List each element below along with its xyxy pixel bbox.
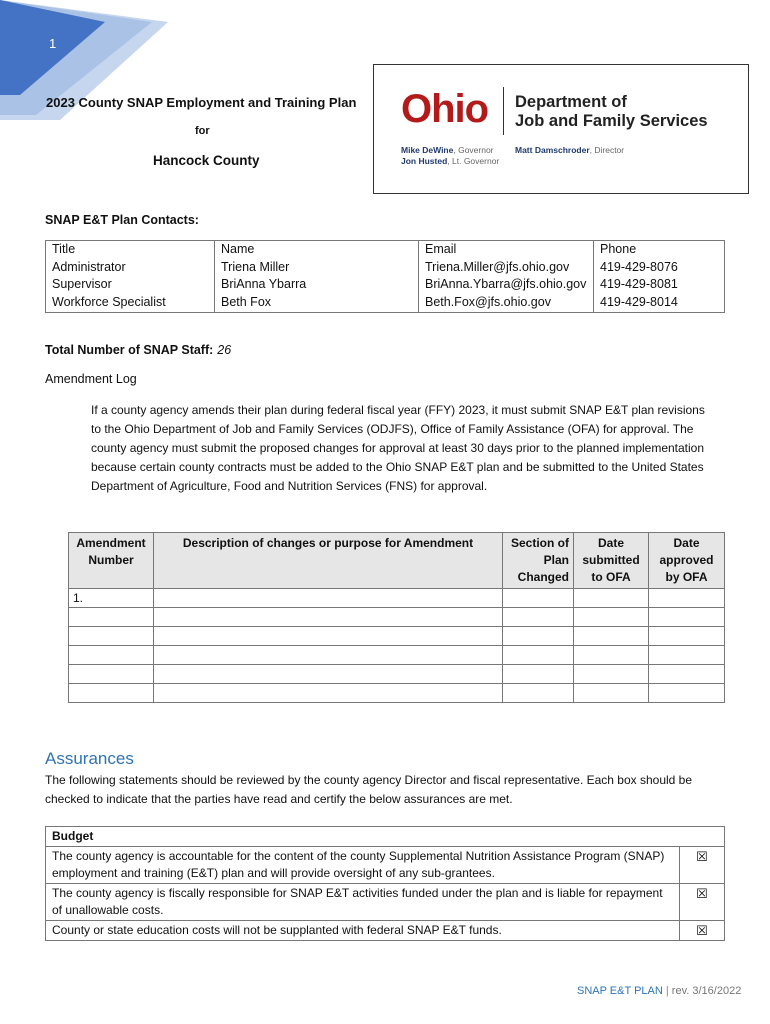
assurance-text: County or state education costs will not be supplanted with federal SNAP E&T funds. (46, 921, 680, 941)
amendment-section-cell[interactable] (503, 608, 574, 627)
contact-phone: 419-429-8081 (594, 277, 725, 295)
amendment-section-cell[interactable] (503, 627, 574, 646)
amendment-approved-cell[interactable] (649, 684, 725, 703)
amendment-table (68, 532, 725, 703)
amendment-section-cell[interactable] (503, 665, 574, 684)
table-row (46, 277, 725, 295)
county-name: Hancock County (153, 153, 260, 168)
amendment-number-cell[interactable]: 1. (69, 589, 154, 608)
amendment-approved-cell[interactable] (649, 608, 725, 627)
amendment-approved-cell[interactable] (649, 665, 725, 684)
table-row (46, 260, 725, 278)
budget-section-label: Budget (46, 827, 725, 847)
amendment-number-cell[interactable] (69, 646, 154, 665)
contact-name: Triena Miller (215, 260, 419, 278)
dept-line2: Job and Family Services (515, 112, 708, 130)
department-name (515, 93, 708, 131)
contacts-table (45, 240, 725, 313)
amendment-number-cell[interactable] (69, 665, 154, 684)
contact-name: Beth Fox (215, 295, 419, 313)
governor-name: Mike DeWine (401, 145, 454, 155)
director-name: Matt Damschroder (515, 145, 590, 155)
table-row (69, 665, 725, 684)
contact-title: Supervisor (46, 277, 215, 295)
contact-phone: 419-429-8014 (594, 295, 725, 313)
assurances-heading: Assurances (45, 749, 134, 768)
staff-count (45, 343, 231, 357)
amendment-submitted-cell[interactable] (574, 608, 649, 627)
table-row (46, 921, 725, 941)
contact-email: Triena.Miller@jfs.ohio.gov (419, 260, 594, 278)
contact-name: BriAnna Ybarra (215, 277, 419, 295)
ohio-logo-word: Ohio (401, 87, 489, 131)
contact-title: Administrator (46, 260, 215, 278)
budget-header-row (46, 827, 725, 847)
amendment-number-cell[interactable] (69, 608, 154, 627)
amendment-header-submitted: Date submitted to OFA (574, 533, 649, 589)
logo-divider (503, 87, 504, 135)
amendment-header-row (69, 533, 725, 589)
footer-revision: rev. 3/16/2022 (671, 985, 742, 997)
table-row (46, 847, 725, 884)
table-row (69, 684, 725, 703)
lt-governor-title: , Lt. Governor (447, 156, 500, 166)
amendment-description-cell[interactable] (154, 608, 503, 627)
for-label: for (195, 125, 210, 137)
amendment-approved-cell[interactable] (649, 627, 725, 646)
amendment-log-heading: Amendment Log (45, 372, 137, 386)
corner-decoration (0, 0, 200, 140)
table-row (46, 884, 725, 921)
odjfs-logo (373, 64, 749, 194)
amendment-section-cell[interactable] (503, 589, 574, 608)
footer-plan: SNAP E&T PLAN (577, 985, 663, 997)
amendment-instructions: If a county agency amends their plan during federal fiscal year (FFY) 2023, it must submit SNAP E&T plan revisions to the Ohio Department of Job and Family Services (ODJFS), Office of Family Assistance (OFA) for approval. The county agency must submit the proposed changes for approval at least 30 days prior to the planned implementation because certain county contracts must be added to the Ohio SNAP E&T plan and be submitted to the United States Department of Agriculture, Food and Nutrition Services (FNS) for approval. (91, 403, 705, 493)
amendment-header-approved: Date approved by OFA (649, 533, 725, 589)
director-line (515, 145, 624, 155)
contacts-header-email: Email (419, 241, 594, 260)
amendment-submitted-cell[interactable] (574, 665, 649, 684)
staff-count-value: 26 (217, 343, 232, 357)
table-row (69, 646, 725, 665)
staff-count-label: Total Number of SNAP Staff: (45, 343, 214, 357)
amendment-approved-cell[interactable] (649, 646, 725, 665)
amendment-description-cell[interactable] (154, 665, 503, 684)
table-row (69, 589, 725, 608)
amendment-submitted-cell[interactable] (574, 627, 649, 646)
amendment-submitted-cell[interactable] (574, 684, 649, 703)
assurance-text: The county agency is fiscally responsible for SNAP E&T activities funded under the plan and is liable for repayment of unallowable costs. (46, 884, 680, 921)
contacts-header-name: Name (215, 241, 419, 260)
amendment-number-cell[interactable] (69, 684, 154, 703)
contacts-header-phone: Phone (594, 241, 725, 260)
contact-email: BriAnna.Ybarra@jfs.ohio.gov (419, 277, 594, 295)
amendment-header-description: Description of changes or purpose for Amendment (154, 533, 503, 589)
contacts-heading: SNAP E&T Plan Contacts: (45, 213, 199, 227)
assurance-checkbox[interactable]: ☒ (680, 847, 725, 884)
amendment-header-number: Amendment Number (69, 533, 154, 589)
assurance-checkbox[interactable]: ☒ (680, 921, 725, 941)
table-row (69, 627, 725, 646)
amendment-description-cell[interactable] (154, 627, 503, 646)
contact-title: Workforce Specialist (46, 295, 215, 313)
contacts-header-title: Title (46, 241, 215, 260)
amendment-section-cell[interactable] (503, 646, 574, 665)
contact-phone: 419-429-8076 (594, 260, 725, 278)
page-number: 1 (49, 36, 57, 51)
amendment-description-cell[interactable] (154, 589, 503, 608)
amendment-number-cell[interactable] (69, 627, 154, 646)
plan-title: 2023 County SNAP Employment and Training Plan (46, 95, 357, 110)
contact-email: Beth.Fox@jfs.ohio.gov (419, 295, 594, 313)
footer-separator: | (665, 985, 669, 997)
budget-assurances-table (45, 826, 725, 941)
page-footer (577, 985, 741, 997)
amendment-section-cell[interactable] (503, 684, 574, 703)
amendment-description-cell[interactable] (154, 684, 503, 703)
table-row (69, 608, 725, 627)
dept-line1: Department of (515, 93, 627, 111)
lt-governor-name: Jon Husted (401, 156, 448, 166)
contacts-header-row (46, 241, 725, 260)
amendment-description-cell[interactable] (154, 646, 503, 665)
assurances-instructions: The following statements should be reviewed by the county agency Director and fiscal representative. Each box should be checked to indicate that the parties have read and certify the below assurances are met. (45, 773, 693, 806)
amendment-submitted-cell[interactable] (574, 589, 649, 608)
governor-title: , Governor (453, 145, 494, 155)
assurance-checkbox[interactable]: ☒ (680, 884, 725, 921)
amendment-approved-cell[interactable] (649, 589, 725, 608)
table-row (46, 295, 725, 313)
amendment-header-section: Section of Plan Changed (503, 533, 574, 589)
amendment-submitted-cell[interactable] (574, 646, 649, 665)
assurance-text: The county agency is accountable for the content of the county Supplemental Nutrition Assistance Program (SNAP) employment and training (E&T) plan and will provide oversight of any sub-grantees. (46, 847, 680, 884)
director-title: , Director (589, 145, 625, 155)
governor-lines (401, 145, 499, 167)
